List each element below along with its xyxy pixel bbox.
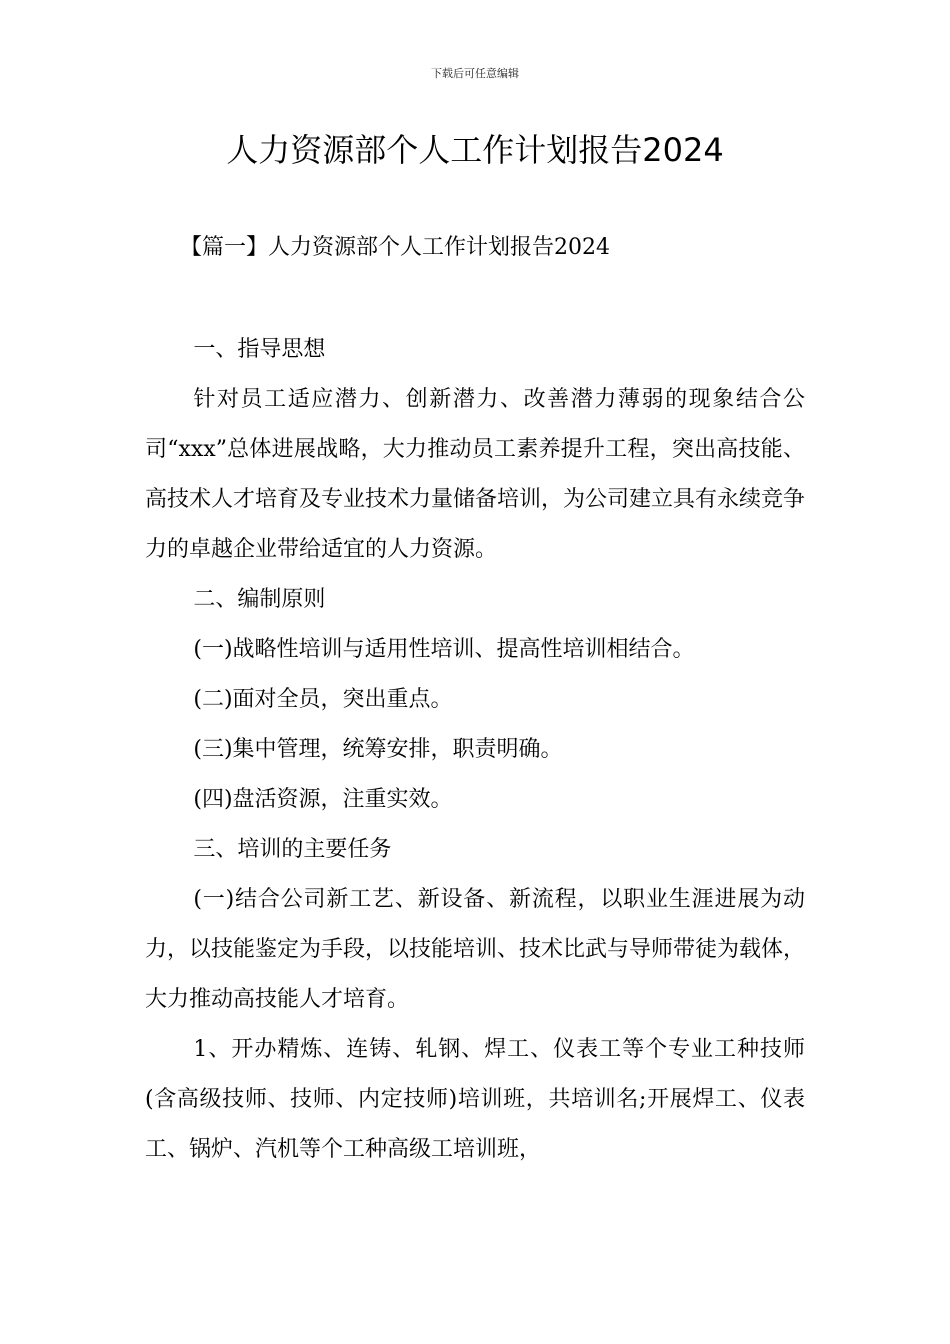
paragraph: (一)战略性培训与适用性培训、提高性培训相结合。 (193, 637, 695, 662)
paragraph: 1、开办精炼、连铸、轧钢、焊工、仪表工等个专业工种技师(含高级技师、技师、内定技师)培训班，共培训名;开展焊工、仪表工、锅炉、汽机等个工种高级工培训班， (145, 1037, 805, 1162)
document-title: 人力资源部个人工作计划报告2024 (226, 131, 724, 169)
paragraph: (二)面对全员，突出重点。 (193, 687, 453, 712)
heading-guiding-ideology: 一、指导思想 (193, 337, 326, 362)
paragraph: (三)集中管理，统筹安排，职责明确。 (193, 737, 563, 762)
section-heading: 【篇一】人力资源部个人工作计划报告2024 (180, 235, 610, 260)
paragraph: 针对员工适应潜力、创新潜力、改善潜力薄弱的现象结合公司“xxx”总体进展战略，大力推动员工素养提升工程，突出高技能、高技术人才培育及专业技术力量储备培训，为公司建立具有永续竞争力的卓越企业带给适宜的人力资源。 (145, 387, 806, 562)
document-body (145, 325, 805, 1175)
paragraph: (四)盘活资源，注重实效。 (193, 787, 453, 812)
heading-main-tasks: 三、培训的主要任务 (193, 837, 392, 862)
header-note: 下载后可任意编辑 (431, 67, 519, 80)
paragraph: (一)结合公司新工艺、新设备、新流程，以职业生涯进展为动力，以技能鉴定为手段，以技能培训、技术比武与导师带徒为载体，大力推动高技能人才培育。 (145, 887, 806, 1012)
heading-principles: 二、编制原则 (193, 587, 326, 612)
